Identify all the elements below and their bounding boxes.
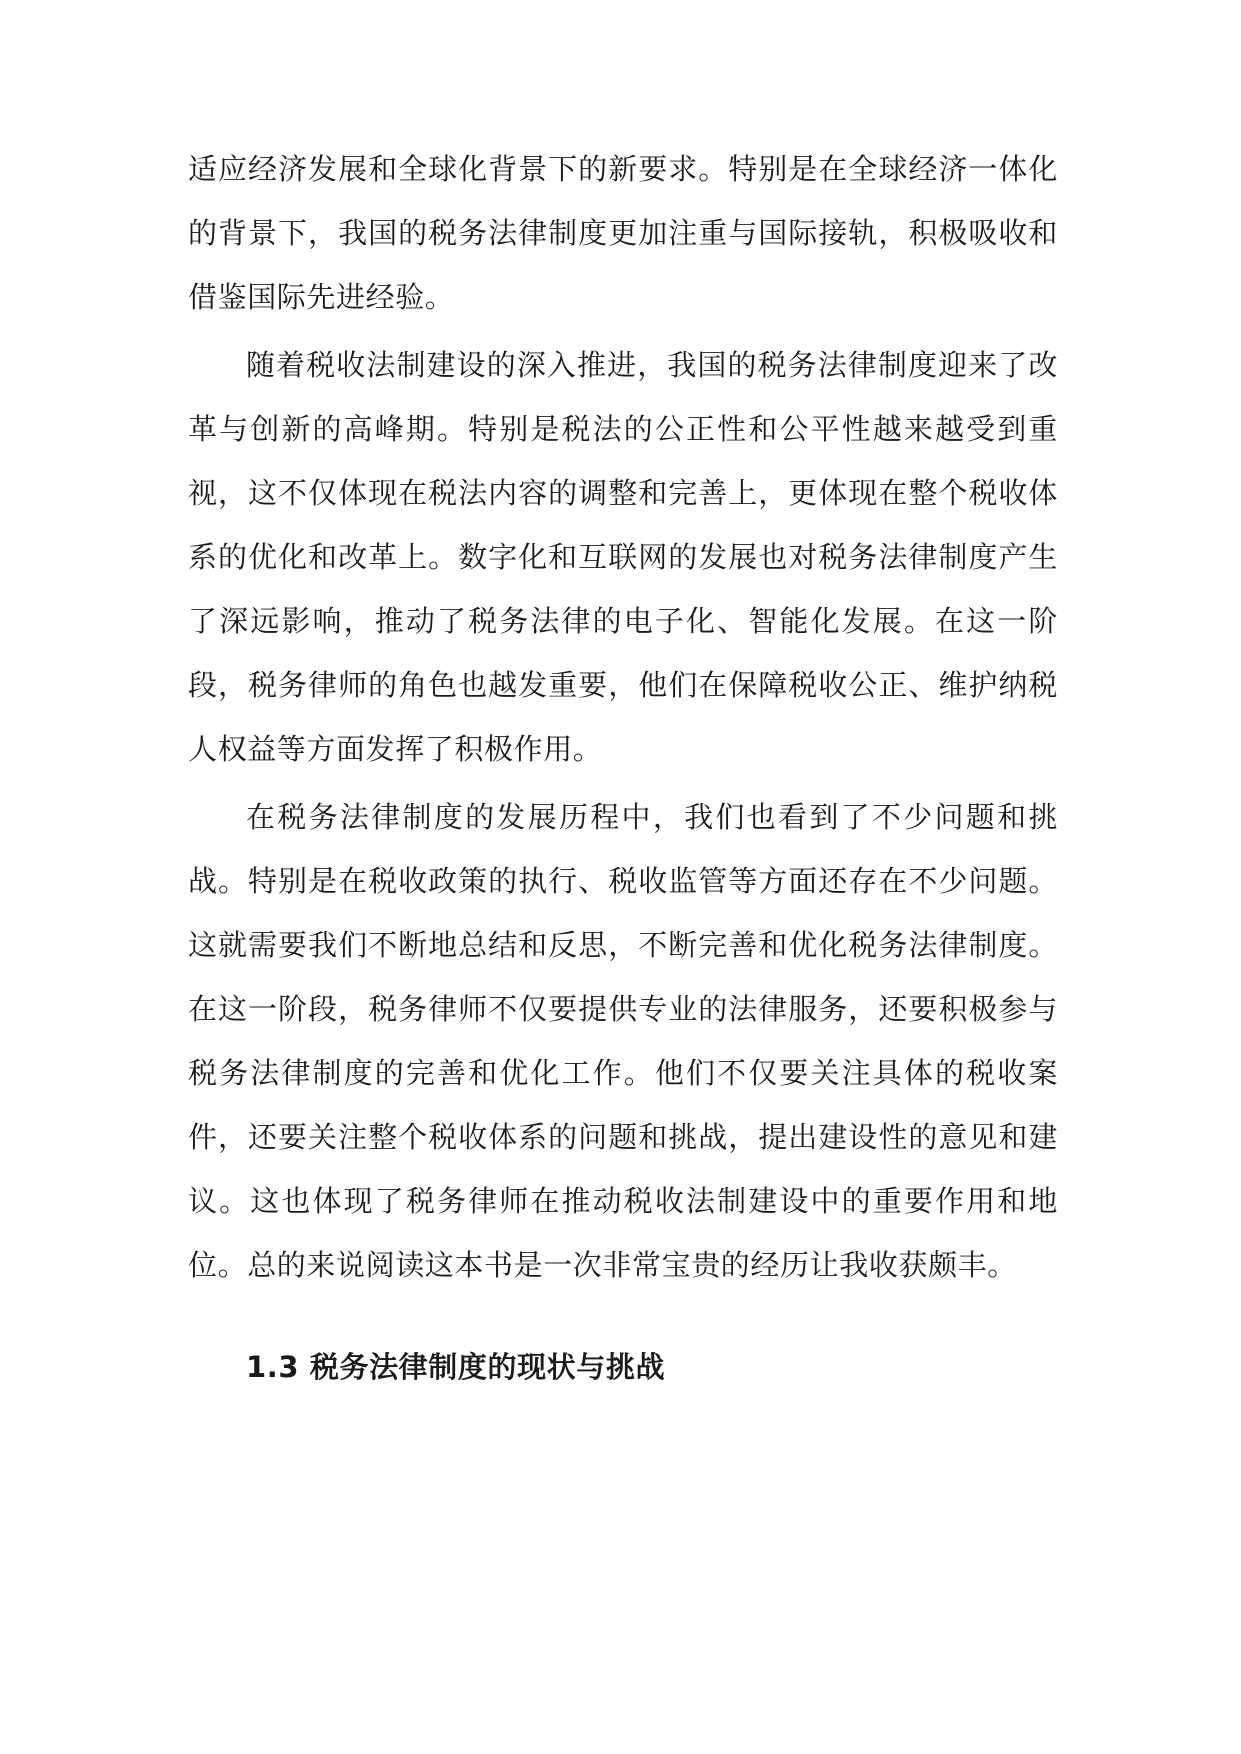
document-body [188, 137, 1058, 1387]
paragraph-problems-challenges: 在税务法律制度的发展历程中，我们也看到了不少问题和挑战。特别是在税收政策的执行、税收监管等方面还存在不少问题。这就需要我们不断地总结和反思，不断完善和优化税务法律制度。在这一阶段，税务律师不仅要提供专业的法律服务，还要积极参与税务法律制度的完善和优化工作。他们不仅要关注具体的税收案件，还要关注整个税收体系的问题和挑战，提出建设性的意见和建议。这也体现了税务律师在推动税收法制建设中的重要作用和地位。总的来说阅读这本书是一次非常宝贵的经历让我收获颇丰。 [188, 800, 1058, 1282]
section-heading: 1.3 税务法律制度的现状与挑战 [246, 1350, 666, 1384]
paragraph-continuation: 适应经济发展和全球化背景下的新要求。特别是在全球经济一体化的背景下，我国的税务法律制度更加注重与国际接轨，积极吸收和借鉴国际先进经验。 [188, 152, 1058, 314]
paragraph-reform-innovation: 随着税收法制建设的深入推进，我国的税务法律制度迎来了改革与创新的高峰期。特别是税法的公正性和公平性越来越受到重视，这不仅体现在税法内容的调整和完善上，更体现在整个税收体系的优化和改革上。数字化和互联网的发展也对税务法律制度产生了深远影响，推动了税务法律的电子化、智能化发展。在这一阶段，税务律师的角色也越发重要，他们在保障税收公正、维护纳税人权益等方面发挥了积极作用。 [188, 348, 1058, 766]
